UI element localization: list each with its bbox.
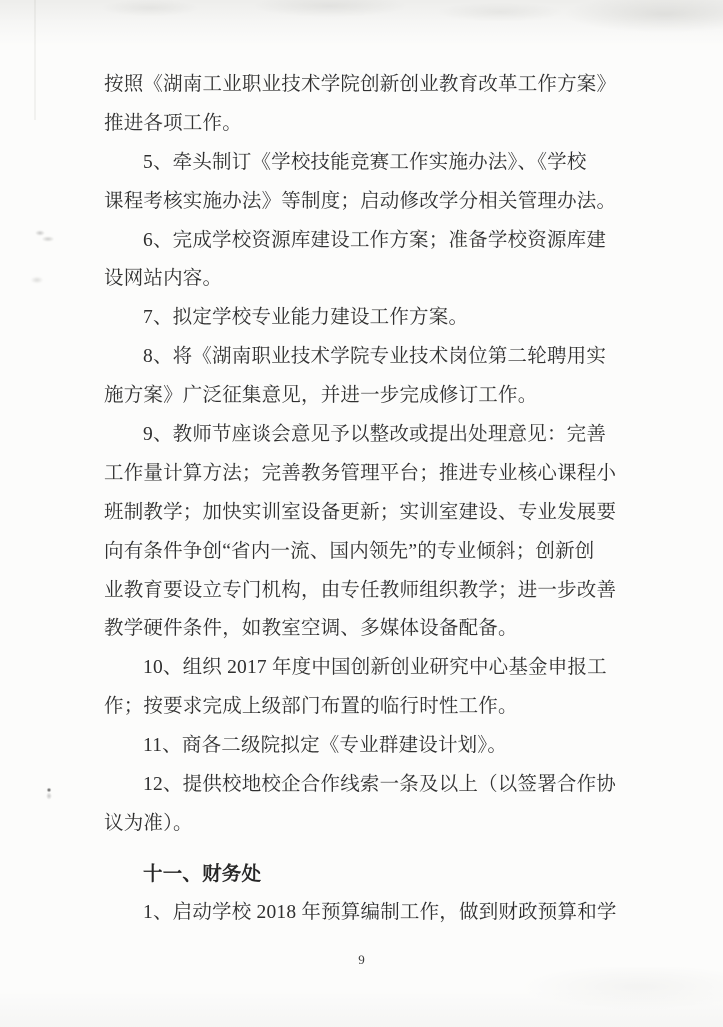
- text-line: 作；按要求完成上级部门布置的临行时性工作。: [104, 696, 518, 718]
- text-line: 7、拟定学校专业能力建设工作方案。: [143, 307, 469, 329]
- text-line: 班制教学；加快实训室设备更新；实训室建设、专业发展要: [104, 501, 617, 523]
- text-line: 课程考核实施办法》等制度；启动修改学分相关管理办法。: [104, 190, 617, 212]
- text-line: 12、提供校地校企合作线索一条及以上（以签署合作协: [143, 774, 617, 796]
- text-line: 按照《湖南工业职业技术学院创新创业教育改革工作方案》: [104, 74, 617, 95]
- text-line: 推进各项工作。: [104, 112, 242, 134]
- text-line: 业教育要设立专门机构，由专任教师组织教学；进一步改善: [104, 579, 617, 601]
- document-body: [104, 66, 644, 933]
- text-line: 8、将《湖南职业技术学院专业技术岗位第二轮聘用实: [143, 346, 607, 368]
- scan-noise-bottom: [0, 967, 723, 1027]
- margin-smudge: [32, 228, 56, 243]
- text-line: 议为准）。: [104, 812, 193, 834]
- margin-pencil-mark: [44, 785, 54, 801]
- text-line: 6、完成学校资源库建设工作方案；准备学校资源库建: [143, 229, 607, 251]
- text-line: 工作量计算方法；完善教务管理平台；推进专业核心课程小: [104, 462, 617, 484]
- text-line: 设网站内容。: [104, 268, 223, 290]
- text-line: 10、组织 2017 年度中国创新创业研究中心基金申报工: [143, 657, 607, 679]
- margin-smudge: [27, 274, 47, 286]
- text-line: 1、启动学校 2018 年预算编制工作，做到财政预算和学: [143, 901, 617, 923]
- text-line: 5、牵头制订《学校技能竞赛工作实施办法》、《学校: [143, 151, 587, 173]
- text-line: 11、商各二级院拟定《专业群建设计划》。: [143, 735, 508, 757]
- text-line: 9、教师节座谈会意见予以整改或提出处理意见：完善: [143, 424, 607, 446]
- text-line: 向有条件争创“省内一流、国内领先”的专业倾斜；创新创: [104, 540, 595, 562]
- text-line: 施方案》广泛征集意见，并进一步完成修订工作。: [104, 385, 538, 407]
- scan-edge-artifact: [34, 0, 36, 120]
- scan-noise-top: [0, 0, 723, 46]
- text-line: 教学硬件条件，如教室空调、多媒体设备配备。: [104, 618, 518, 640]
- section-heading: 十一、财务处: [143, 862, 262, 885]
- page-number: 9: [358, 952, 365, 967]
